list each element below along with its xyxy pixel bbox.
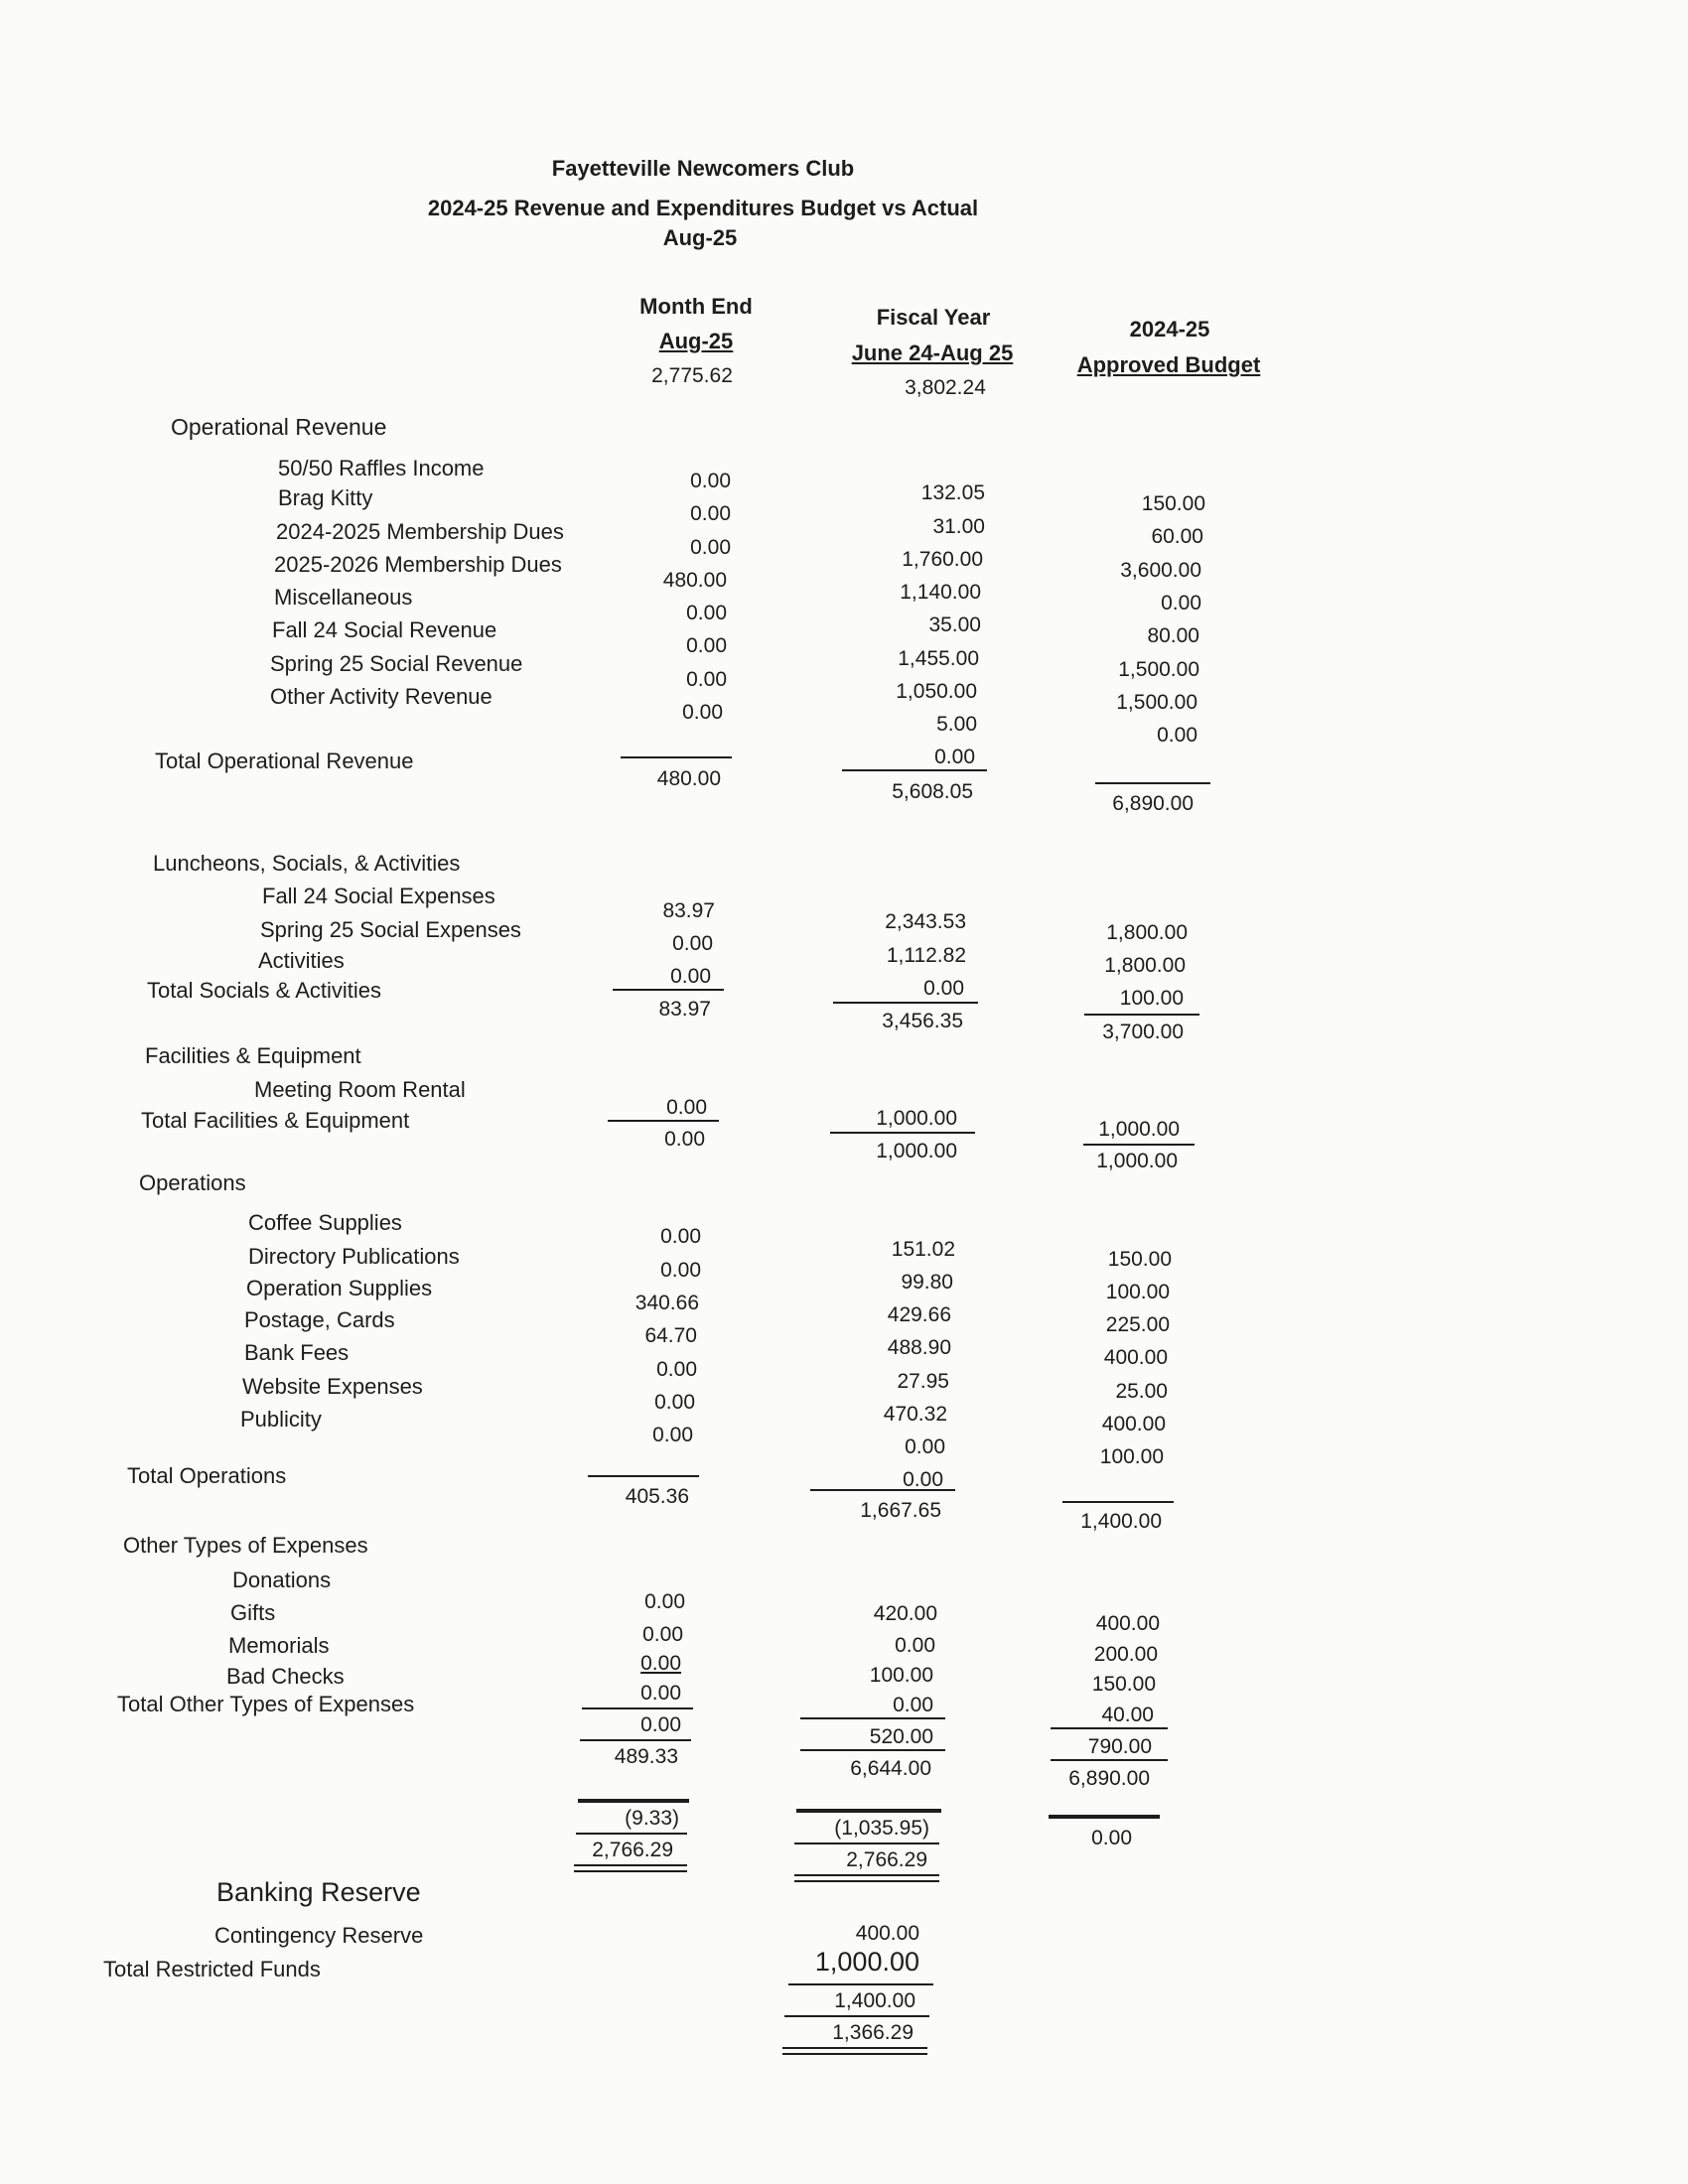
underline (794, 1843, 939, 1844)
month-value: 0.00 (686, 634, 727, 657)
budget-value: 150.00 (1091, 1673, 1156, 1696)
underline (1083, 1144, 1195, 1146)
underline (621, 756, 732, 758)
col-budget-line1: 2024-25 (1129, 317, 1210, 341)
month-value: 0.00 (666, 1096, 707, 1119)
line-label: Spring 25 Social Revenue (270, 651, 523, 676)
restricted-total: 1,400.00 (834, 1989, 915, 2012)
fiscal-value: 1,455.00 (898, 647, 979, 670)
total-other-expenses-label: Total Other Types of Expenses (117, 1692, 415, 1716)
fiscal-value: 1,112.82 (886, 944, 966, 967)
month-balance: 2,766.29 (592, 1839, 673, 1861)
double-rule (782, 2047, 927, 2055)
line-label: 2025-2026 Membership Dues (274, 552, 562, 577)
budget-value: 80.00 (1147, 624, 1199, 647)
contingency-reserve-label: Contingency Reserve (214, 1923, 424, 1948)
month-value: 0.00 (670, 965, 711, 988)
underline (1051, 1759, 1168, 1761)
fiscal-value: 1,140.00 (900, 581, 981, 604)
line-label: Fall 24 Social Expenses (262, 884, 495, 908)
line-label: Spring 25 Social Expenses (260, 917, 521, 942)
line-label: Directory Publications (248, 1244, 460, 1269)
budget-value: 3,600.00 (1120, 559, 1201, 582)
line-label: Operation Supplies (246, 1276, 433, 1300)
total-operational-revenue-label: Total Operational Revenue (155, 749, 414, 773)
budget-value: 0.00 (1157, 724, 1197, 747)
underline (1084, 1014, 1199, 1016)
section-socials: Luncheons, Socials, & Activities (153, 851, 461, 876)
line-label: Other Activity Revenue (270, 684, 492, 709)
fiscal-value: 132.05 (920, 481, 985, 504)
col-month-line2: Aug-25 (658, 329, 734, 353)
underline (1051, 1727, 1168, 1729)
fiscal-value: 5.00 (936, 713, 977, 736)
budget-value: 100.00 (1105, 1281, 1170, 1303)
budget-value: 200.00 (1093, 1643, 1158, 1666)
fiscal-value: 27.95 (897, 1370, 949, 1393)
fiscal-value: 151.02 (891, 1238, 955, 1261)
underline (784, 2015, 929, 2017)
restricted-value: 1,000.00 (814, 1947, 919, 1977)
month-value: 0.00 (640, 1713, 681, 1736)
budget-value: 40.00 (1101, 1704, 1154, 1726)
line-label: Donations (232, 1568, 332, 1592)
fiscal-total: 3,456.35 (882, 1010, 963, 1032)
fiscal-value: 0.00 (934, 746, 975, 768)
month-total: 0.00 (664, 1128, 705, 1151)
budget-value: 790.00 (1087, 1735, 1152, 1758)
fiscal-value: 99.80 (901, 1271, 953, 1294)
line-label: Miscellaneous (274, 585, 413, 610)
line-label: Fall 24 Social Revenue (272, 617, 497, 642)
budget-total: 6,890.00 (1112, 792, 1194, 815)
total-operations-label: Total Operations (127, 1463, 287, 1488)
fiscal-value: 31.00 (932, 515, 985, 538)
section-other-expenses: Other Types of Expenses (123, 1533, 368, 1558)
underline (800, 1749, 945, 1751)
fiscal-value: 0.00 (903, 1468, 943, 1491)
restricted-balance: 1,366.29 (832, 2021, 914, 2044)
month-value: 0.00 (656, 1358, 697, 1381)
underline (810, 1489, 955, 1491)
line-label: Bad Checks (226, 1664, 345, 1689)
section-operations: Operations (139, 1170, 246, 1195)
col-month-line1: Month End (639, 294, 753, 319)
month-value: 0.00 (654, 1391, 695, 1414)
underline (588, 1475, 699, 1477)
fiscal-value: 0.00 (893, 1694, 933, 1716)
month-total: 489.33 (614, 1745, 678, 1768)
month-value: 480.00 (662, 569, 727, 592)
underline (800, 1717, 945, 1719)
budget-value: 60.00 (1151, 525, 1203, 548)
budget-value: 1,800.00 (1106, 921, 1188, 944)
line-label: Bank Fees (244, 1340, 350, 1365)
fiscal-net: (1,035.95) (834, 1817, 929, 1840)
month-value: 0.00 (652, 1424, 693, 1446)
fiscal-value: 0.00 (905, 1435, 945, 1458)
section-facilities: Facilities & Equipment (145, 1043, 361, 1068)
budget-total: 6,890.00 (1068, 1767, 1150, 1790)
section-operational-revenue: Operational Revenue (171, 414, 387, 440)
double-rule (794, 1874, 939, 1882)
budget-value: 100.00 (1119, 987, 1184, 1010)
col-month-opening: 2,775.62 (651, 364, 733, 387)
underline (580, 1739, 691, 1741)
line-label: Coffee Supplies (248, 1210, 402, 1235)
month-value: 0.00 (686, 602, 727, 624)
line-label: Postage, Cards (244, 1307, 395, 1332)
underline (830, 1132, 975, 1134)
fiscal-value: 470.32 (883, 1403, 947, 1426)
month-total: 83.97 (658, 998, 711, 1021)
budget-total: 1,000.00 (1096, 1150, 1178, 1172)
budget-value: 400.00 (1095, 1612, 1160, 1635)
month-value: 0.00 (660, 1259, 701, 1282)
budget-value: 1,500.00 (1116, 691, 1197, 714)
fiscal-total: 1,000.00 (876, 1140, 957, 1162)
col-fiscal-opening: 3,802.24 (905, 376, 986, 399)
budget-net: 0.00 (1091, 1827, 1132, 1849)
fiscal-balance: 2,766.29 (846, 1848, 927, 1871)
fiscal-value: 429.66 (887, 1303, 951, 1326)
line-label: 2024-2025 Membership Dues (276, 519, 564, 544)
fiscal-value: 0.00 (895, 1634, 935, 1657)
fiscal-total: 5,608.05 (892, 780, 973, 803)
double-rule (574, 1864, 687, 1872)
month-value: 0.00 (640, 1682, 681, 1705)
fiscal-value: 2,343.53 (885, 910, 966, 933)
restricted-value: 400.00 (855, 1922, 919, 1945)
budget-value: 1,000.00 (1098, 1118, 1180, 1141)
budget-value: 150.00 (1141, 492, 1205, 515)
month-value: 64.70 (644, 1324, 697, 1347)
month-total: 405.36 (625, 1485, 689, 1508)
budget-value: 225.00 (1105, 1313, 1170, 1336)
month-value: 0.00 (660, 1225, 701, 1248)
underline (1062, 1501, 1174, 1503)
budget-value: 1,800.00 (1104, 954, 1186, 977)
fiscal-value: 520.00 (869, 1725, 933, 1748)
heavy-rule (578, 1799, 689, 1803)
month-total: 480.00 (656, 767, 721, 790)
col-fiscal-line1: Fiscal Year (876, 305, 991, 330)
fiscal-value: 0.00 (923, 977, 964, 1000)
line-label: 50/50 Raffles Income (278, 456, 485, 480)
underline (608, 1120, 719, 1122)
line-label: Publicity (240, 1407, 322, 1432)
col-budget-line2: Approved Budget (1076, 352, 1261, 377)
underline (842, 769, 987, 771)
underline (576, 1833, 687, 1835)
fiscal-total: 6,644.00 (850, 1757, 931, 1780)
org-name: Fayetteville Newcomers Club (551, 156, 855, 181)
fiscal-value: 1,760.00 (902, 548, 983, 571)
underline (582, 1707, 693, 1709)
month-value: 0.00 (672, 932, 713, 955)
banking-reserve-label: Banking Reserve (216, 1877, 421, 1907)
budget-total: 1,400.00 (1080, 1510, 1162, 1533)
budget-value: 100.00 (1099, 1445, 1164, 1468)
month-value: 0.00 (640, 1652, 681, 1675)
col-fiscal-line2: June 24-Aug 25 (851, 341, 1014, 365)
total-restricted-funds-label: Total Restricted Funds (103, 1957, 321, 1981)
total-socials-label: Total Socials & Activities (147, 978, 381, 1003)
line-label: Activities (258, 948, 345, 973)
total-facilities-label: Total Facilities & Equipment (141, 1108, 410, 1133)
fiscal-value: 1,050.00 (896, 680, 977, 703)
month-net: (9.33) (625, 1807, 679, 1830)
month-value: 0.00 (690, 502, 731, 525)
fiscal-total: 1,667.65 (860, 1499, 941, 1522)
underline (788, 1983, 933, 1985)
month-value: 0.00 (642, 1623, 683, 1646)
budget-value: 400.00 (1101, 1413, 1166, 1435)
month-value: 0.00 (686, 668, 727, 691)
report-title: 2024-25 Revenue and Expenditures Budget vs Actual (427, 196, 979, 220)
fiscal-value: 488.90 (887, 1336, 951, 1359)
heavy-rule (1049, 1815, 1160, 1819)
fiscal-value: 35.00 (928, 614, 981, 636)
heavy-rule (796, 1809, 941, 1813)
budget-value: 25.00 (1115, 1380, 1168, 1403)
line-label: Meeting Room Rental (254, 1077, 466, 1102)
underline (833, 1002, 978, 1004)
budget-value: 1,500.00 (1118, 658, 1199, 681)
fiscal-value: 100.00 (869, 1664, 933, 1687)
line-label: Memorials (228, 1633, 330, 1658)
fiscal-value: 420.00 (873, 1602, 937, 1625)
budget-value: 150.00 (1107, 1248, 1172, 1271)
budget-value: 0.00 (1161, 592, 1201, 614)
month-value: 83.97 (662, 899, 715, 922)
report-period: Aug-25 (662, 225, 738, 250)
month-value: 0.00 (644, 1590, 685, 1613)
budget-value: 400.00 (1103, 1346, 1168, 1369)
month-value: 0.00 (682, 701, 723, 724)
month-value: 340.66 (634, 1292, 699, 1314)
line-label: Website Expenses (242, 1374, 423, 1399)
month-value: 0.00 (690, 536, 731, 559)
budget-total: 3,700.00 (1102, 1021, 1184, 1043)
line-label: Brag Kitty (278, 485, 373, 510)
line-label: Gifts (230, 1600, 276, 1625)
underline (1095, 782, 1210, 784)
month-value: 0.00 (690, 470, 731, 492)
underline (613, 989, 724, 991)
fiscal-value: 1,000.00 (876, 1107, 957, 1130)
